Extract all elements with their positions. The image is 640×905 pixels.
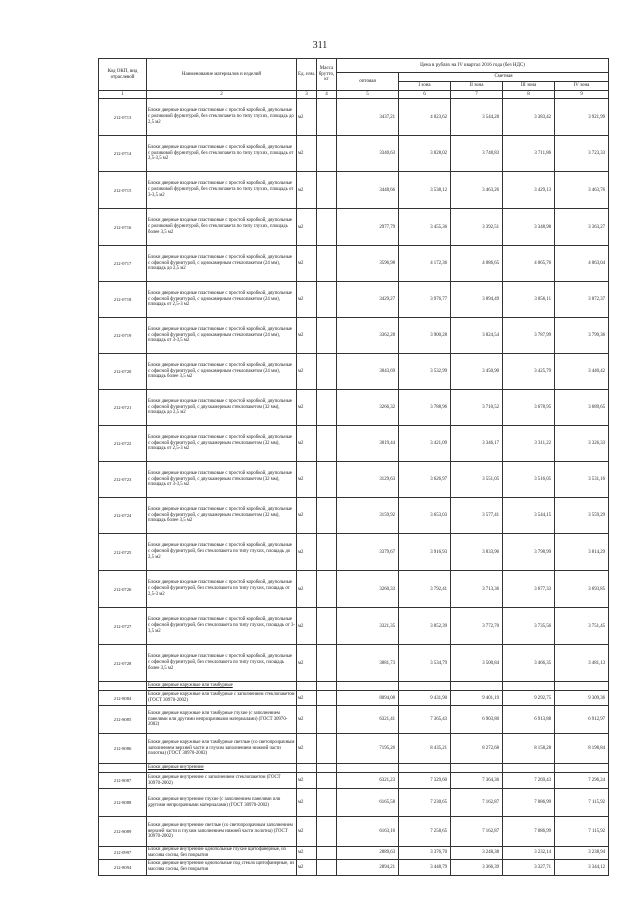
cell-mass (317, 354, 337, 390)
cell-code: 212-0726 (99, 571, 147, 608)
table-row (99, 691, 609, 706)
cell-zone-4-price: 3 751,45 (555, 608, 609, 645)
header-mass: Масса брутто, кг (317, 59, 337, 91)
table-row (99, 706, 609, 734)
cell-zone-3-price: 3 735,56 (503, 608, 555, 645)
cell-zone-2-price: 3 894,49 (451, 282, 503, 318)
cell-code: 212-8086 (99, 734, 147, 764)
table-row (99, 498, 609, 534)
cell-zone-1-price: 3 852,39 (399, 608, 451, 645)
cell-zone-1-price: 7 329,60 (399, 773, 451, 789)
cell-name: Блоки дверные входные пластиковые с простой коробкой, двупольные с офисной фурнитурой, с однокамерным стеклопакетом (24 мм), площадь более 3,5 м2 (147, 354, 297, 390)
cell-zone-3-price: 7 086,99 (503, 817, 555, 847)
cell-mass (317, 172, 337, 209)
cell-zone-2-price: 3 463,26 (451, 172, 503, 209)
cell-zone-2-price: 3 772,70 (451, 608, 503, 645)
cell-zone-1-price: 3 532,99 (399, 354, 451, 390)
cell-unit: м2 (297, 462, 317, 498)
cell-mass (317, 571, 337, 608)
cell-unit: м2 (297, 136, 317, 172)
cell-unit: м2 (297, 706, 317, 734)
cell-unit: м2 (297, 390, 317, 426)
header-wholesale: оптовая (337, 73, 399, 91)
table-body (99, 99, 609, 876)
cell-zone-2-price: 3 346,17 (451, 426, 503, 462)
cell-name: Блоки дверные внутренние однопольные под стекло щитофанерные, из массива сосны, без покрытия (147, 859, 297, 875)
cell-mass (317, 734, 337, 764)
cell-zone-1-price: 3 626,97 (399, 462, 451, 498)
cell-code: 212-0997 (99, 847, 147, 860)
cell-zone-2-price: 3 833,96 (451, 534, 503, 571)
cell-unit: м2 (297, 172, 317, 209)
table-row (99, 645, 609, 682)
table-header (99, 59, 609, 99)
cell-zone-2-price: 3 748,83 (451, 136, 503, 172)
cell-mass (317, 136, 337, 172)
cell-zone-3-price: 3 425,79 (503, 354, 555, 390)
table-row (99, 246, 609, 282)
table-row (99, 136, 609, 172)
cell-wholesale-price: 3260,33 (337, 571, 399, 608)
cell-name: Блоки дверные входные пластиковые с простой коробкой, двупольные с офисной фурнитурой, без стеклопакета по типу глухих, площадь от 3-3,5 м2 (147, 608, 297, 645)
cell-name: Блоки дверные наружные или тамбурные с заполнением стеклопакетом (ГОСТ 30970-2002) (147, 691, 297, 706)
table-row (99, 462, 609, 498)
cell-code: 212-0717 (99, 246, 147, 282)
cell-unit: м2 (297, 645, 317, 682)
cell-name: Блоки дверные входные пластиковые с простой коробкой, двупольные с роликовой фурнитурой, без стеклопакета по типу глухих, площадь до 2,5 м2 (147, 99, 297, 136)
header-name: Наименование материалов и изделий (147, 59, 297, 91)
cell-zone-2-price: 3 544,28 (451, 99, 503, 136)
cell-zone-2-price: 3 710,52 (451, 390, 503, 426)
cell-name: Блоки дверные внутренние однопольные глухие щитофанерные, из массива сосны, без покрытия (147, 847, 297, 860)
cell-zone-3-price: 3 311,22 (503, 426, 555, 462)
cell-empty (451, 764, 503, 773)
table-row (99, 534, 609, 571)
cell-zone-4-price: 7 296,24 (555, 773, 609, 789)
cell-name: Блоки дверные входные пластиковые с простой коробкой, двупольные с роликовой фурнитурой, без стеклопакета по типу глухих, площадь от 2,5-3,5 м2 (147, 136, 297, 172)
cell-zone-2-price: 7 162,87 (451, 817, 503, 847)
cell-name: Блоки дверные входные пластиковые с простой коробкой, двупольные с офисной фурнитурой, с однокамерным стеклопакетом (24 мм), площадь до 2,5 м2 (147, 246, 297, 282)
cell-zone-1-price: 3 976,77 (399, 282, 451, 318)
cell-mass (317, 498, 337, 534)
cell-zone-3-price: 3 232,14 (503, 847, 555, 860)
cell-code: 212-0718 (99, 282, 147, 318)
cell-zone-1-price: 7 365,43 (399, 706, 451, 734)
header-unit: Ед. изм. (297, 59, 317, 91)
table-row (99, 354, 609, 390)
cell-code: 212-8094 (99, 859, 147, 875)
cell-zone-3-price: 4 065,76 (503, 246, 555, 282)
column-index-row (99, 91, 609, 99)
table-row (99, 426, 609, 462)
cell-empty (337, 764, 399, 773)
cell-name: Блоки дверные внутренние светлые (со светопрозрачным заполнением верхней части и глухим заполнением нижней части полотна) (ГОСТ 30970-2002) (147, 817, 297, 847)
cell-zone-3-price: 3 516,05 (503, 462, 555, 498)
cell-zone-4-price: 3 723,33 (555, 136, 609, 172)
cell-code: 212-0728 (99, 645, 147, 682)
cell-unit: м2 (297, 318, 317, 354)
cell-code: 212-0723 (99, 462, 147, 498)
cell-mass (317, 789, 337, 817)
cell-name: Блоки дверные входные пластиковые с простой коробкой, двупольные с офисной фурнитурой, с двухкамерным стеклопакетом (32 мм), площадь более 3,5 м2 (147, 498, 297, 534)
cell-mass (317, 209, 337, 246)
cell-zone-1-price: 3 828,02 (399, 136, 451, 172)
cell-name: Блоки дверные наружные или тамбурные светлые (со светопрозрачным заполнением верхней части и глухим заполнением нижней части полотна) (ГОСТ 30970-2002) (147, 734, 297, 764)
cell-empty (317, 764, 337, 773)
cell-mass (317, 462, 337, 498)
header-zone-4: IV зона (555, 82, 609, 91)
cell-zone-4-price: 3 363,27 (555, 209, 609, 246)
cell-unit: м2 (297, 571, 317, 608)
cell-name: Блоки дверные внутренние глухие (с заполнением панелями или другими непрозрачными материалами) (ГОСТ 30970-2002) (147, 789, 297, 817)
cell-zone-3-price: 3 466,35 (503, 645, 555, 682)
cell-empty (337, 682, 399, 691)
cell-zone-4-price: 7 115,92 (555, 817, 609, 847)
cell-wholesale-price: 3429,27 (337, 282, 399, 318)
cell-code: 212-8087 (99, 773, 147, 789)
cell-unit: м2 (297, 817, 317, 847)
cell-zone-3-price: 3 429,13 (503, 172, 555, 209)
cell-zone-1-price: 8 435,21 (399, 734, 451, 764)
cell-zone-1-price: 3 792,41 (399, 571, 451, 608)
cell-unit: м2 (297, 789, 317, 817)
cell-zone-1-price: 3 538,12 (399, 172, 451, 209)
cell-wholesale-price: 6165,58 (337, 789, 399, 817)
cell-wholesale-price: 3362,28 (337, 318, 399, 354)
cell-name: Блоки дверные входные пластиковые с простой коробкой, двупольные с офисной фурнитурой, с двухкамерным стеклопакетом (32 мм), площадь от 3-3,5 м2 (147, 462, 297, 498)
col-index: 6 (399, 91, 451, 99)
cell-zone-1-price: 3 376,70 (399, 847, 451, 860)
cell-zone-4-price: 3 872,37 (555, 282, 609, 318)
cell-wholesale-price: 6321,41 (337, 706, 399, 734)
cell-empty (99, 764, 147, 773)
cell-zone-4-price: 3 921,99 (555, 99, 609, 136)
cell-empty (297, 682, 317, 691)
cell-zone-2-price: 8 272,68 (451, 734, 503, 764)
cell-mass (317, 99, 337, 136)
cell-empty (399, 764, 451, 773)
header-zone-2: II зона (451, 82, 503, 91)
cell-zone-4-price: 3 238,94 (555, 847, 609, 860)
cell-zone-2-price: 7 364,36 (451, 773, 503, 789)
cell-empty (503, 764, 555, 773)
cell-zone-4-price: 3 693,85 (555, 571, 609, 608)
cell-wholesale-price: 3379,67 (337, 534, 399, 571)
table-row (99, 209, 609, 246)
cell-zone-4-price: 3 344,12 (555, 859, 609, 875)
cell-code: 212-0720 (99, 354, 147, 390)
cell-unit: м2 (297, 426, 317, 462)
cell-zone-4-price: 4 063,04 (555, 246, 609, 282)
cell-empty (317, 682, 337, 691)
cell-name: Блоки дверные входные пластиковые с простой коробкой, двупольные с офисной фурнитурой, с однокамерным стеклопакетом (24 мм), площадь от 3-3,5 м2 (147, 318, 297, 354)
cell-wholesale-price: 3437,21 (337, 99, 399, 136)
cell-empty (555, 764, 609, 773)
cell-zone-4-price: 3 481,13 (555, 645, 609, 682)
cell-unit: м2 (297, 691, 317, 706)
cell-code: 212-0725 (99, 534, 147, 571)
col-index: 7 (451, 91, 503, 99)
cell-zone-3-price: 9 292,75 (503, 691, 555, 706)
cell-empty (503, 682, 555, 691)
cell-zone-3-price: 3 856,11 (503, 282, 555, 318)
cell-code: 212-0715 (99, 172, 147, 209)
table-row (99, 318, 609, 354)
table-row (99, 773, 609, 789)
cell-code: 212-0713 (99, 99, 147, 136)
cell-code: 212-8084 (99, 691, 147, 706)
cell-unit: м2 (297, 773, 317, 789)
cell-zone-1-price: 3 455,36 (399, 209, 451, 246)
cell-zone-1-price: 7 230,65 (399, 789, 451, 817)
cell-mass (317, 534, 337, 571)
cell-wholesale-price: 3159,92 (337, 498, 399, 534)
cell-wholesale-price: 3596,98 (337, 246, 399, 282)
cell-zone-3-price: 3 711,86 (503, 136, 555, 172)
cell-zone-3-price: 3 544,15 (503, 498, 555, 534)
cell-wholesale-price: 3266,32 (337, 390, 399, 426)
cell-zone-4-price: 3 440,42 (555, 354, 609, 390)
cell-wholesale-price: 3321,35 (337, 608, 399, 645)
cell-zone-4-price: 6 912,97 (555, 706, 609, 734)
cell-code: 212-0721 (99, 390, 147, 426)
cell-name: Блоки дверные входные пластиковые с простой коробкой, двупольные с роликовой фурнитурой, без стеклопакета по типу глухих, площадь более 3,5 м2 (147, 209, 297, 246)
cell-name: Блоки дверные входные пластиковые с простой коробкой, двупольные с офисной фурнитурой, с двухкамерным стеклопакетом (32 мм), площадь от 2,5-3 м2 (147, 426, 297, 462)
col-index: 8 (503, 91, 555, 99)
cell-zone-1-price: 7 258,65 (399, 817, 451, 847)
col-index: 3 (297, 91, 317, 99)
cell-code: 212-0722 (99, 426, 147, 462)
cell-name: Блоки дверные входные пластиковые с простой коробкой, двупольные с офисной фурнитурой, с двухкамерным стеклопакетом (32 мм), площадь до 2,5 м2 (147, 390, 297, 426)
col-index: 4 (317, 91, 337, 99)
cell-mass (317, 608, 337, 645)
cell-zone-3-price: 3 348,98 (503, 209, 555, 246)
cell-code: 212-0724 (99, 498, 147, 534)
cell-name: Блоки дверные входные пластиковые с простой коробкой, двупольные с офисной фурнитурой, с однокамерным стеклопакетом (24 мм), площадь от 2,5-3 м2 (147, 282, 297, 318)
cell-zone-2-price: 3 551,05 (451, 462, 503, 498)
cell-zone-2-price: 9 401,19 (451, 691, 503, 706)
cell-mass (317, 773, 337, 789)
cell-code: 212-0714 (99, 136, 147, 172)
table-row (99, 789, 609, 817)
cell-zone-3-price: 3 383,42 (503, 99, 555, 136)
cell-code: 212-8085 (99, 706, 147, 734)
cell-wholesale-price: 3129,63 (337, 462, 399, 498)
cell-zone-4-price: 3 326,33 (555, 426, 609, 462)
cell-mass (317, 390, 337, 426)
table-row (99, 608, 609, 645)
cell-zone-2-price: 3 713,36 (451, 571, 503, 608)
cell-zone-1-price: 3 900,28 (399, 318, 451, 354)
cell-zone-1-price: 3 788,96 (399, 390, 451, 426)
cell-zone-3-price: 7 269,43 (503, 773, 555, 789)
cell-zone-3-price: 3 678,95 (503, 390, 555, 426)
cell-name: Блоки дверные входные пластиковые с простой коробкой, двупольные с роликовой фурнитурой, без стеклопакета по типу глухих, площадь от 3-3,5 м2 (147, 172, 297, 209)
cell-unit: м2 (297, 209, 317, 246)
cell-zone-1-price: 4 172,36 (399, 246, 451, 282)
cell-empty (555, 682, 609, 691)
header-price: Цена в рублях на IV квартал 2016 года (без НДС) (337, 59, 609, 73)
cell-wholesale-price: 7195,26 (337, 734, 399, 764)
header-zone-3: III зона (503, 82, 555, 91)
cell-unit: м2 (297, 498, 317, 534)
cell-zone-2-price: 3 500,84 (451, 645, 503, 682)
cell-code: 212-8089 (99, 817, 147, 847)
cell-empty (297, 764, 317, 773)
col-index: 9 (555, 91, 609, 99)
cell-mass (317, 318, 337, 354)
cell-wholesale-price: 8094,08 (337, 691, 399, 706)
cell-zone-3-price: 7 086,99 (503, 789, 555, 817)
cell-empty (399, 682, 451, 691)
cell-zone-2-price: 3 366,39 (451, 859, 503, 875)
table-row (99, 847, 609, 860)
col-index: 5 (337, 91, 399, 99)
cell-zone-4-price: 9 309,36 (555, 691, 609, 706)
cell-zone-3-price: 3 798,99 (503, 534, 555, 571)
cell-wholesale-price: 2977,79 (337, 209, 399, 246)
cell-zone-3-price: 3 787,99 (503, 318, 555, 354)
cell-zone-2-price: 3 248,38 (451, 847, 503, 860)
col-index: 1 (99, 91, 147, 99)
cell-wholesale-price: 3019,44 (337, 426, 399, 462)
cell-mass (317, 859, 337, 875)
cell-zone-4-price: 3 689,65 (555, 390, 609, 426)
cell-unit: м2 (297, 534, 317, 571)
header-zone-1: I зона (399, 82, 451, 91)
cell-wholesale-price: 2889,63 (337, 847, 399, 860)
cell-zone-1-price: 3 534,79 (399, 645, 451, 682)
cell-zone-3-price: 3 677,33 (503, 571, 555, 608)
cell-wholesale-price: 6321,23 (337, 773, 399, 789)
cell-wholesale-price: 3448,66 (337, 172, 399, 209)
cell-unit: м2 (297, 734, 317, 764)
section-row (99, 764, 609, 773)
table-row (99, 282, 609, 318)
cell-unit: м2 (297, 354, 317, 390)
header-estimate: Сметная (399, 73, 609, 82)
cell-zone-3-price: 8 158,28 (503, 734, 555, 764)
table-row (99, 99, 609, 136)
page-number: 311 (312, 40, 328, 51)
cell-zone-1-price: 9 431,90 (399, 691, 451, 706)
col-index: 2 (147, 91, 297, 99)
cell-zone-2-price: 7 162,87 (451, 789, 503, 817)
cell-name: Блоки дверные внутренние с заполнением стеклопакетом (ГОСТ 30970-2002) (147, 773, 297, 789)
cell-zone-4-price: 3 531,16 (555, 462, 609, 498)
cell-unit: м2 (297, 608, 317, 645)
cell-code: 212-0719 (99, 318, 147, 354)
table-row (99, 817, 609, 847)
cell-name: Блоки дверные входные пластиковые с простой коробкой, двупольные с офисной фурнитурой, без стеклопакета по типу глухих, площадь до 2,5 м2 (147, 534, 297, 571)
cell-wholesale-price: 2894,21 (337, 859, 399, 875)
cell-zone-4-price: 3 463,76 (555, 172, 609, 209)
table-row (99, 390, 609, 426)
cell-zone-1-price: 3 421,09 (399, 426, 451, 462)
table-row (99, 571, 609, 608)
cell-zone-4-price: 7 115,92 (555, 789, 609, 817)
cell-zone-2-price: 4 086,65 (451, 246, 503, 282)
cell-zone-1-price: 3 448,79 (399, 859, 451, 875)
cell-mass (317, 817, 337, 847)
table-row (99, 734, 609, 764)
header-code: Код ОКП, вид отраслевой (99, 59, 147, 91)
cell-code: 212-0727 (99, 608, 147, 645)
cell-mass (317, 706, 337, 734)
cell-unit: м2 (297, 847, 317, 860)
cell-wholesale-price: 6163,16 (337, 817, 399, 847)
cell-name: Блоки дверные входные пластиковые с простой коробкой, двупольные с офисной фурнитурой, без стеклопакета по типу глухих, площадь более 3,5 м2 (147, 645, 297, 682)
table-row (99, 172, 609, 209)
cell-zone-3-price: 6 913,88 (503, 706, 555, 734)
cell-code: 212-0716 (99, 209, 147, 246)
cell-unit: м2 (297, 282, 317, 318)
cell-zone-1-price: 3 653,03 (399, 498, 451, 534)
cell-zone-2-price: 6 903,80 (451, 706, 503, 734)
cell-mass (317, 847, 337, 860)
cell-zone-4-price: 3 559,29 (555, 498, 609, 534)
cell-zone-4-price: 3 799,36 (555, 318, 609, 354)
cell-mass (317, 645, 337, 682)
cell-empty (99, 682, 147, 691)
section-row (99, 682, 609, 691)
cell-name: Блоки дверные наружные или тамбурные глухие (с заполнением панелями или другими непрозрачными материалами) (ГОСТ 30970-2002) (147, 706, 297, 734)
cell-mass (317, 426, 337, 462)
cell-zone-4-price: 8 198,84 (555, 734, 609, 764)
cell-unit: м2 (297, 859, 317, 875)
price-table (98, 58, 609, 876)
cell-mass (317, 691, 337, 706)
cell-empty (451, 682, 503, 691)
cell-mass (317, 282, 337, 318)
cell-zone-3-price: 3 327,71 (503, 859, 555, 875)
cell-zone-2-price: 3 392,51 (451, 209, 503, 246)
section-title: Блоки дверные внутренние (147, 764, 297, 773)
cell-zone-4-price: 3 814,29 (555, 534, 609, 571)
cell-zone-2-price: 3 450,90 (451, 354, 503, 390)
cell-code: 212-8088 (99, 789, 147, 817)
cell-unit: м2 (297, 99, 317, 136)
cell-mass (317, 246, 337, 282)
table-row (99, 859, 609, 875)
cell-zone-2-price: 3 824,54 (451, 318, 503, 354)
cell-zone-1-price: 3 916,93 (399, 534, 451, 571)
cell-zone-2-price: 3 577,41 (451, 498, 503, 534)
cell-wholesale-price: 3081,73 (337, 645, 399, 682)
section-title: Блоки дверные наружные или тамбурные (147, 682, 297, 691)
cell-wholesale-price: 3340,63 (337, 136, 399, 172)
cell-wholesale-price: 3043,69 (337, 354, 399, 390)
cell-name: Блоки дверные входные пластиковые с простой коробкой, двупольные с офисной фурнитурой, без стеклопакета по типу глухих, площадь от 2,5-3 м2 (147, 571, 297, 608)
cell-unit: м2 (297, 246, 317, 282)
cell-zone-1-price: 4 023,62 (399, 99, 451, 136)
